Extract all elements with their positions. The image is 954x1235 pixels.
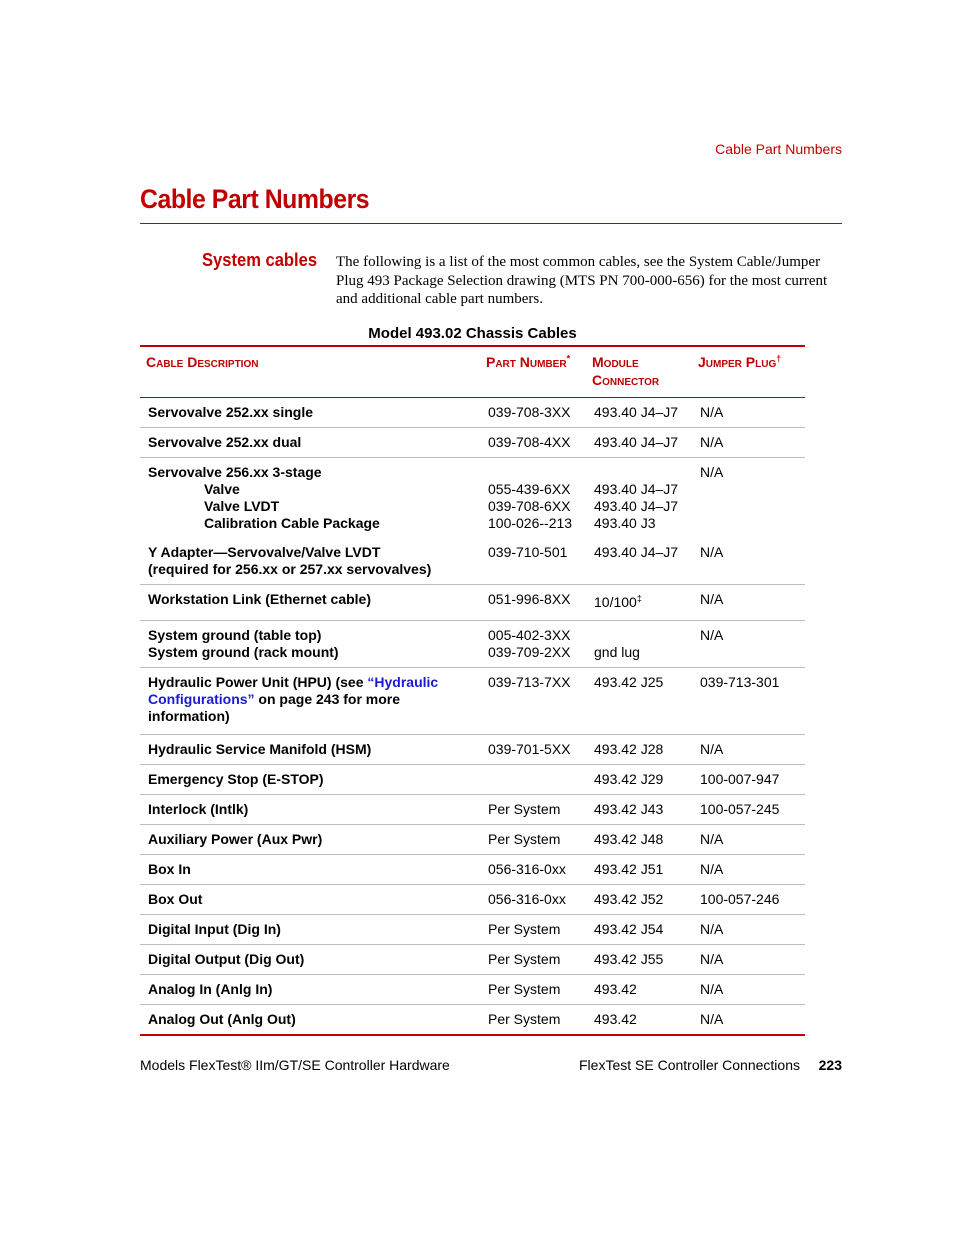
cell-jumper-plug: N/A [692, 735, 805, 765]
cell-jumper-plug: 100-057-246 [692, 885, 805, 915]
cell-module-connector: 493.42 J52 [586, 885, 692, 915]
cell-module-connector: 493.42 J43 [586, 795, 692, 825]
table-row [140, 855, 805, 885]
page-title: Cable Part Numbers [140, 184, 370, 214]
table-row [140, 458, 805, 585]
table-row [140, 735, 805, 765]
cables-table [140, 345, 805, 1036]
cell-part-number: Per System [480, 795, 586, 825]
cell-description: Box Out [140, 885, 480, 915]
cell-part-number: 056-316-0xx [480, 885, 586, 915]
header-cable-description: Cable Description [140, 346, 480, 398]
running-head: Cable Part Numbers [715, 141, 842, 157]
cell-module-connector: 10/100‡ [586, 585, 692, 621]
cell-module-connector: 493.42 J29 [586, 765, 692, 795]
cell-module-connector: gnd lug [586, 621, 692, 668]
table-row [140, 398, 805, 428]
cell-description: Hydraulic Service Manifold (HSM) [140, 735, 480, 765]
cell-module-connector: 493.42 [586, 975, 692, 1005]
table-header-row [140, 346, 805, 398]
cell-description: Interlock (Intlk) [140, 795, 480, 825]
cell-part-number: 039-701-5XX [480, 735, 586, 765]
table-row [140, 825, 805, 855]
footer-document-title: Models FlexTest® IIm/GT/SE Controller Hardware [140, 1057, 450, 1073]
cell-part-number: Per System [480, 975, 586, 1005]
header-jumper-plug: Jumper Plug† [692, 346, 805, 398]
cell-jumper-plug: N/A [692, 855, 805, 885]
cell-description: Auxiliary Power (Aux Pwr) [140, 825, 480, 855]
title-rule [140, 223, 842, 224]
cell-module-connector: 493.42 J28 [586, 735, 692, 765]
cell-description: Digital Input (Dig In) [140, 915, 480, 945]
cell-description: Hydraulic Power Unit (HPU) (see “Hydraulic Configurations” on page 243 for more information) [140, 668, 480, 735]
table-caption: Model 493.02 Chassis Cables [368, 325, 577, 342]
cell-jumper-plug: N/A [692, 585, 805, 621]
cell-part-number: 055-439-6XX 039-708-6XX 100-026--213 039-710-501 [480, 458, 586, 585]
cell-jumper-plug: N/A [692, 398, 805, 428]
header-part-number: Part Number* [480, 346, 586, 398]
cell-description: Analog Out (Anlg Out) [148, 1011, 296, 1027]
table-row [140, 428, 805, 458]
cell-jumper-plug: N/A [692, 825, 805, 855]
table-row [140, 915, 805, 945]
page-number: 223 [818, 1057, 842, 1073]
cell-part-number: Per System [480, 915, 586, 945]
cell-part-number: 051-996-8XX [480, 585, 586, 621]
cell-description: Digital Output (Dig Out) [140, 945, 480, 975]
cell-part-number: 039-713-7XX [480, 668, 586, 735]
cell-description: Servovalve 252.xx dual [140, 428, 480, 458]
cell-description: Analog In (Anlg In) [140, 975, 480, 1005]
cell-description: Workstation Link (Ethernet cable) [140, 585, 480, 621]
cell-part-number: 056-316-0xx [480, 855, 586, 885]
cell-jumper-plug: N/A [692, 915, 805, 945]
cell-jumper-plug: N/A [692, 428, 805, 458]
table-row [140, 945, 805, 975]
cell-part-number: 039-708-4XX [480, 428, 586, 458]
cell-jumper-plug: 100-057-245 [692, 795, 805, 825]
footnote-mark: * [566, 353, 571, 364]
cell-module-connector: 493.40 J4–J7 [586, 428, 692, 458]
cell-description: Emergency Stop (E-STOP) [140, 765, 480, 795]
cell-description: Servovalve 252.xx single [140, 398, 480, 428]
header-module-connector: Module Connector [586, 346, 692, 398]
table-row [140, 795, 805, 825]
cell-module-connector: 493.42 [594, 1011, 637, 1027]
cell-module-connector: 493.42 J51 [586, 855, 692, 885]
section-heading: System cables [202, 250, 318, 270]
cell-part-number: Per System [488, 1011, 561, 1027]
intro-paragraph: The following is a list of the most common cables, see the System Cable/Jumper Plug 493 Package Selection drawing (MTS PN 700-000-656) for the most current and additional cable part numbers. [336, 254, 828, 307]
cell-part-number: Per System [480, 945, 586, 975]
footnote-mark: † [776, 353, 782, 364]
cell-part-number: 039-708-3XX [480, 398, 586, 428]
cell-jumper-plug: N/A [700, 1011, 724, 1027]
cell-jumper-plug: N/A [692, 621, 805, 668]
table-row [140, 621, 805, 668]
cell-module-connector: 493.40 J4–J7 [586, 398, 692, 428]
table-row [140, 765, 805, 795]
cell-jumper-plug: N/A [692, 945, 805, 975]
cell-description: System ground (table top) System ground (rack mount) [140, 621, 480, 668]
cell-jumper-plug: N/A [692, 975, 805, 1005]
cell-part-number: 005-402-3XX 039-709-2XX [480, 621, 586, 668]
cell-module-connector: 493.42 J54 [586, 915, 692, 945]
cell-module-connector: 493.42 J48 [586, 825, 692, 855]
cell-jumper-plug: 039-713-301 [692, 668, 805, 735]
table-row [140, 885, 805, 915]
cell-part-number [480, 765, 586, 795]
hydraulic-configurations-link[interactable]: “Hydraulic Configurations” [148, 674, 439, 707]
table-row [140, 585, 805, 621]
cell-module-connector: 493.40 J4–J7 493.40 J4–J7 493.40 J3 493.40 J4–J7 [586, 458, 692, 585]
table-row [140, 975, 805, 1005]
cell-module-connector: 493.42 J25 [586, 668, 692, 735]
table-row [140, 1005, 805, 1036]
cell-description: Box In [140, 855, 480, 885]
table-row [140, 668, 805, 735]
footer-chapter-title: FlexTest SE Controller Connections [579, 1057, 800, 1073]
cell-part-number: Per System [480, 825, 586, 855]
cell-module-connector: 493.42 J55 [586, 945, 692, 975]
cell-jumper-plug: N/A N/A [692, 458, 805, 585]
cell-description: Servovalve 256.xx 3-stage Valve Valve LVDT Calibration Cable Package Y Adapter—Servovalve/Valve LVDT (required for 256.xx or 257.xx servovalves) [140, 458, 480, 585]
cell-jumper-plug: 100-007-947 [692, 765, 805, 795]
